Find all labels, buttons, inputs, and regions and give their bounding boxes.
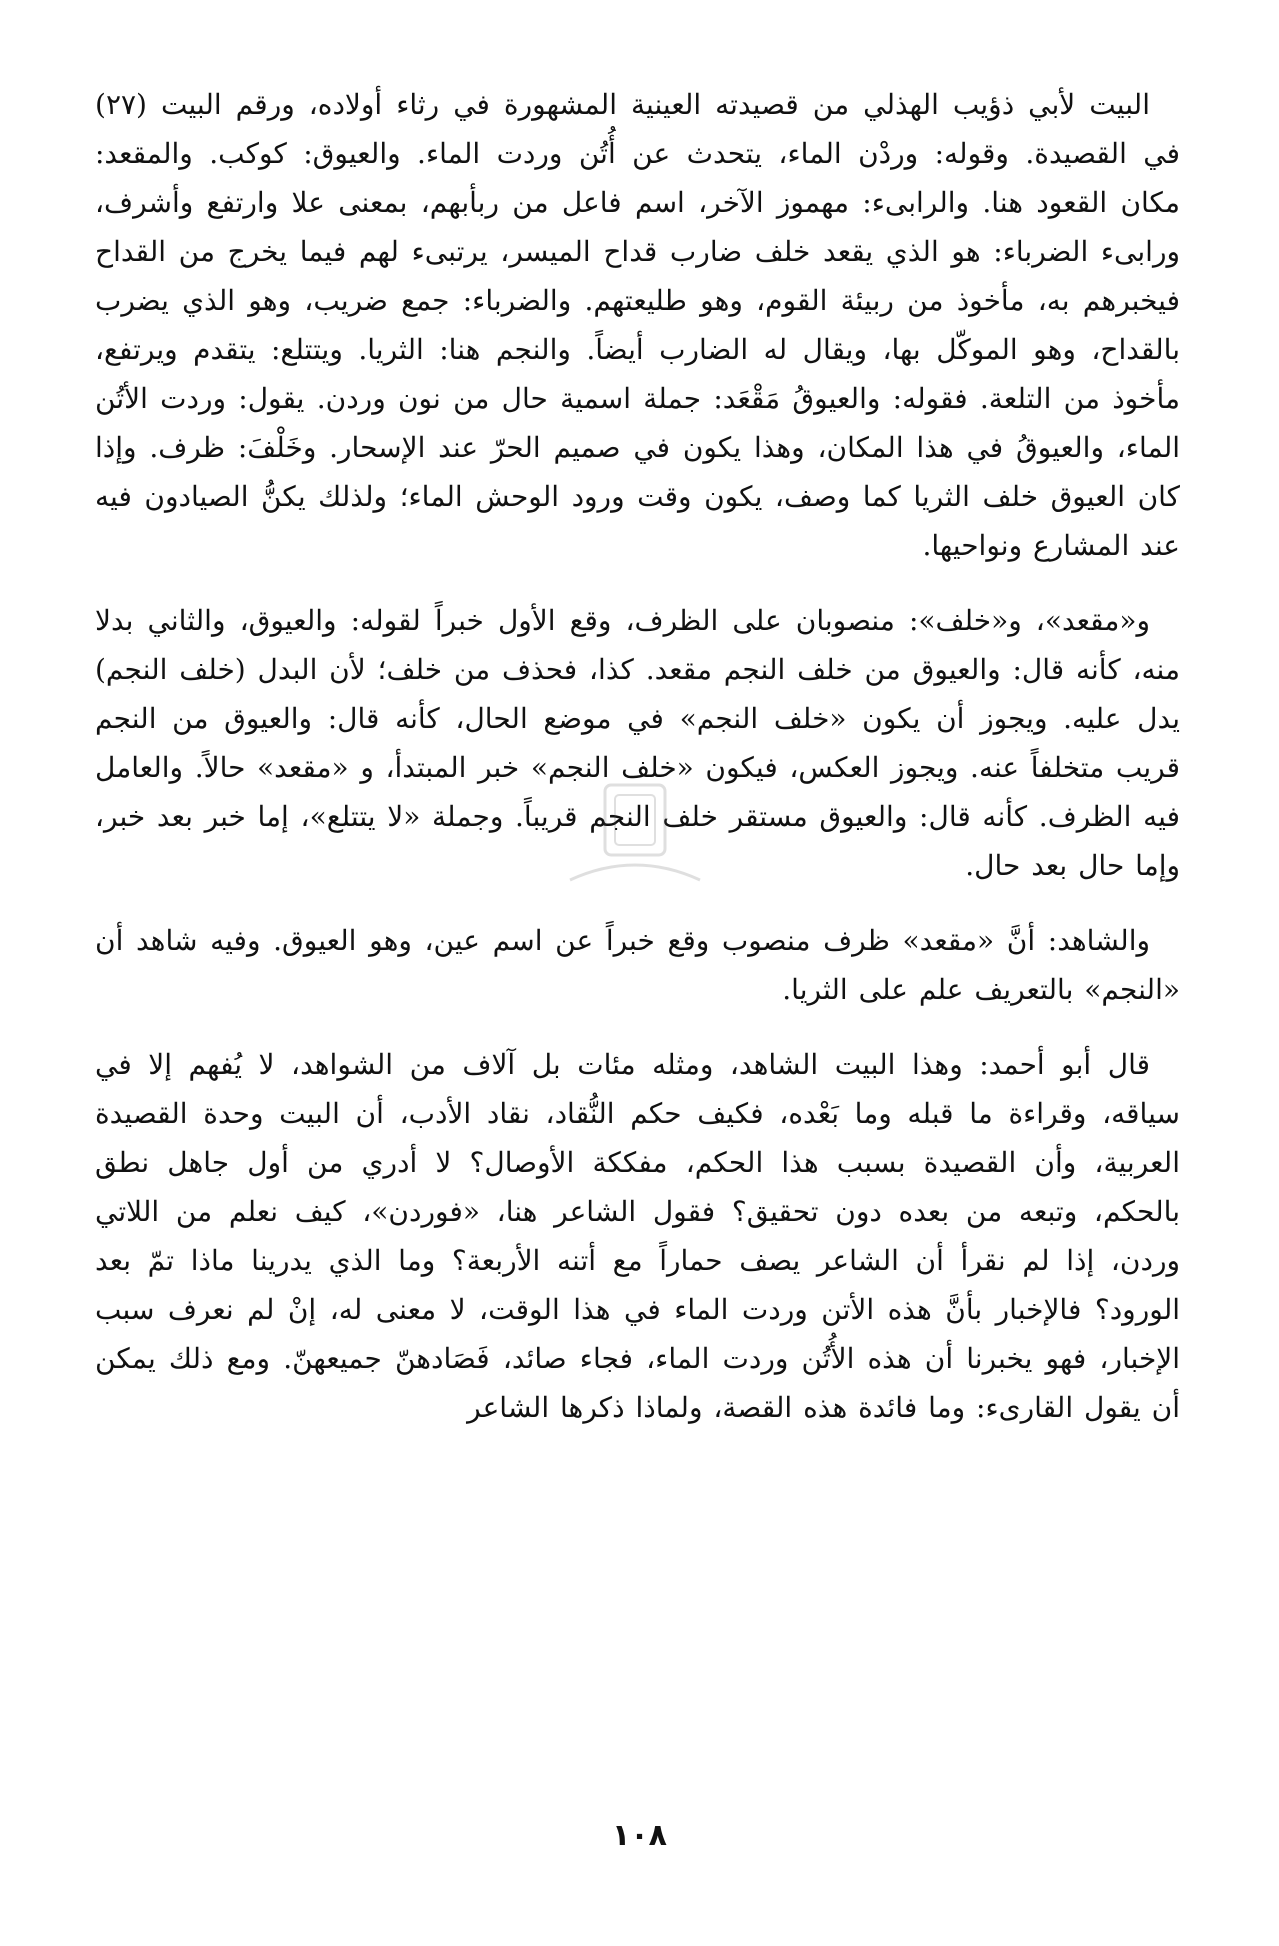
text-line: المشارع ونواحيها. [922, 529, 1130, 562]
paragraph-grammar [95, 596, 1180, 890]
text-line: في سياقه، وقراءة ما قبله وما بَعْده، فكيف حكم النُّقاد، نقاد الأدب، أن البيت وحدة [95, 1048, 1180, 1130]
text-line: جميعهنّ. ومع ذلك يمكن أن يقول القارىء: وما فائدة هذه القصة، ولماذا ذكرها الشاعر [95, 1342, 1180, 1424]
text-line: (٢٧) في القصيدة. وقوله: وردْن الماء، يتحدث عن أُتُن وردت الماء. والعيوق: [95, 88, 1180, 170]
paragraph-author-remark [95, 1040, 1180, 1432]
text-line: شاهد أن «النجم» بالتعريف علم على الثريا. [95, 924, 1180, 1006]
text-line: يرتبىء لهم فيما يخرج من القداح فيخبرهم به، مأخوذ من ربيئة القوم، وهو طليعتهم. [95, 235, 1180, 317]
text-line: أيضاً. والنجم هنا: الثريا. ويتتلع: يتقدم ويرتفع، مأخوذ من التلعة. فقوله: والعيوقُ [95, 333, 1180, 415]
page-body [95, 80, 1180, 1860]
text-line: بمعنى علا وارتفع وأشرف، ورابىء الضرباء: هو الذي يقعد خلف ضارب قداح الميسر، [95, 186, 1181, 268]
text-line: من اللاتي وردن، إذا لم نقرأ أن الشاعر يصف حماراً مع أتنه الأربعة؟ وما الذي يدرينا [95, 1195, 1180, 1277]
text-line: القصيدة العربية، وأن القصيدة بسبب هذا الحكم، مفككة الأوصال؟ لا أدري من أول [95, 1097, 1180, 1179]
paragraph-commentary [95, 80, 1180, 570]
text-line: ماذا تمّ بعد الورود؟ فالإخبار بأنَّ هذه الأتن وردت الماء في هذا الوقت، لا معنى له، إنْ [95, 1244, 1180, 1326]
text-line: والشاهد: أنَّ «مقعد» ظرف منصوب وقع خبراً عن اسم عين، وهو العيوق. وفيه [197, 924, 1151, 957]
paragraph-evidence [95, 916, 1180, 1014]
text-line: خبر المبتدأ، و «مقعد» حالاً. والعامل فيه الظرف. كأنه قال: والعيوق مستقر خلف [95, 751, 1180, 833]
text-line: قال أبو أحمد: وهذا البيت الشاهد، ومثله مئات بل آلاف من الشواهد، لا يُفهم إلا [131, 1048, 1150, 1081]
text-line: جاهل نطق بالحكم، وتبعه من بعده دون تحقيق؟ فقول الشاعر هنا، «فوردن»، كيف نعلم [95, 1146, 1180, 1228]
text-line: كوكب. والمقعد: مكان القعود هنا. والرابىء: مهموز الآخر، اسم فاعل من ربأبهم، [95, 137, 1180, 219]
text-line: خلف الثريا كما وصف، يكون وقت ورود الوحش الماء؛ ولذلك يكنُّ الصيادون فيه عند [95, 480, 1180, 562]
text-line: المكان، وهذا يكون في صميم الحرّ عند الإسحار. وخَلْفَ: ظرف. وإذا كان العيوق [95, 431, 1181, 513]
text-line: كأنه قال: والعيوق من النجم قريب متخلفاً عنه. ويجوز العكس، فيكون «خلف النجم» [95, 702, 1180, 784]
text-line: لم نعرف سبب الإخبار، فهو يخبرنا أن هذه الأُتُن وردت الماء، فجاء صائد، فَصَادهنّ [95, 1293, 1181, 1375]
text-line: و«مقعد»، و«خلف»: منصوبان على الظرف، وقع الأول خبراً لقوله: والعيوق، [225, 604, 1150, 637]
text-line: مَقْعَد: جملة اسمية حال من نون وردن. يقول: وردت الأتُن الماء، والعيوقُ في هذا [95, 382, 1181, 464]
text-line: النجم قريباً. وجملة «لا يتتلع»، إما خبر بعد خبر، وإما حال بعد حال. [95, 800, 1180, 882]
text-line: البيت لأبي ذؤيب الهذلي من قصيدته العينية المشهورة في رثاء أولاده، ورقم البيت [146, 88, 1150, 121]
page-number: ١٠٨ [612, 1818, 667, 1853]
text-line: لأن البدل (خلف النجم) يدل عليه. ويجوز أن يكون «خلف النجم» في موضع الحال، [95, 653, 1180, 735]
text-line: والضرباء: جمع ضريب، وهو الذي يضرب بالقداح، وهو الموكّل بها، ويقال له الضارب [95, 284, 1180, 366]
text-line: والثاني بدلا منه، كأنه قال: والعيوق من خلف النجم مقعد. كذا، فحذف من خلف؛ [95, 604, 1180, 686]
